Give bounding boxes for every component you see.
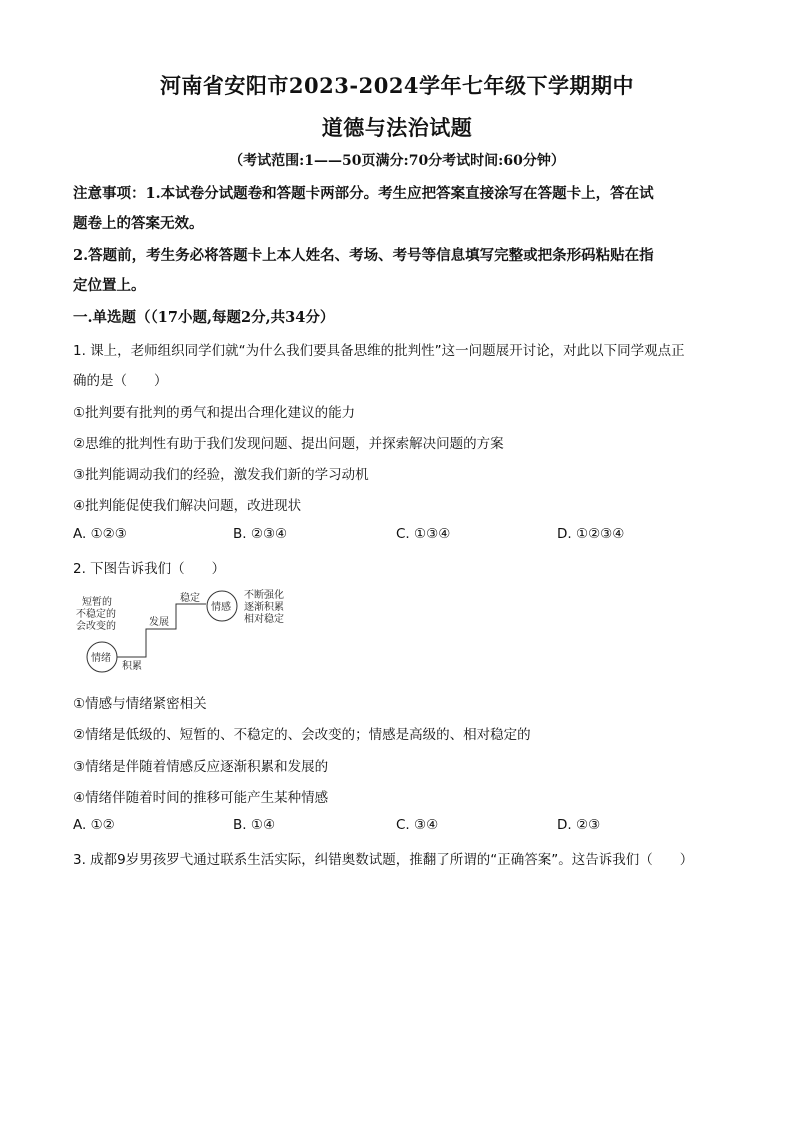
diagram-left-note-1: 短暂的 bbox=[82, 597, 112, 608]
q1-statement-1: ①批判要有批判的勇气和提出合理化建议的能力 bbox=[73, 405, 356, 421]
q2-option-b: B. ①④ bbox=[233, 817, 276, 833]
q1-statement-3: ③批判能调动我们的经验，激发我们新的学习动机 bbox=[73, 467, 369, 483]
exam-title: 河南省安阳市2023-2024学年七年级下学期期中 bbox=[159, 73, 635, 98]
q1-option-a: A. ①②③ bbox=[73, 526, 127, 542]
q2-statement-2: ②情绪是低级的、短暂的、不稳定的、会改变的；情感是高级的、相对稳定的 bbox=[73, 727, 531, 743]
section-heading: 一.单选题（（17小题,每题2分,共34分） bbox=[73, 309, 335, 326]
q1-stem-line-1: 1. 课上，老师组织同学们就“为什么我们要具备思维的批判性”这一问题展开讨论，对此以下同学观点正 bbox=[73, 343, 685, 359]
q2-option-d: D. ②③ bbox=[557, 817, 601, 833]
q2-option-a: A. ①② bbox=[73, 817, 115, 833]
diagram-step-stable: 稳定 bbox=[180, 593, 200, 604]
diagram-left-note-3: 会改变的 bbox=[76, 621, 116, 632]
notice-line-3: 2.答题前，考生务必将答题卡上本人姓名、考场、考号等信息填写完整或把条形码粘贴在指 bbox=[73, 247, 654, 264]
diagram-step-accumulate: 积累 bbox=[122, 661, 142, 672]
diagram-feeling-label: 情感 bbox=[211, 602, 231, 613]
q1-option-b: B. ②③④ bbox=[233, 526, 288, 542]
diagram-left-note-2: 不稳定的 bbox=[76, 609, 116, 620]
notice-line-4: 定位置上。 bbox=[73, 277, 146, 294]
notice-line-2: 题卷上的答案无效。 bbox=[73, 215, 204, 232]
diagram-right-note-2: 逐渐积累 bbox=[244, 602, 284, 613]
diagram-step-develop: 发展 bbox=[149, 617, 169, 628]
q2-option-c: C. ③④ bbox=[396, 817, 439, 833]
diagram-right-note-3: 相对稳定 bbox=[244, 614, 284, 625]
q1-statement-4: ④批判能促使我们解决问题，改进现状 bbox=[73, 498, 302, 514]
q1-option-d: D. ①②③④ bbox=[557, 526, 625, 542]
q3-stem: 3. 成都9岁男孩罗弋通过联系生活实际，纠错奥数试题，推翻了所谓的“正确答案”。这告诉我们（ ） bbox=[73, 852, 694, 868]
exam-info: （考试范围:1——50页满分:70分考试时间:60分钟） bbox=[229, 153, 565, 169]
emotion-feeling-diagram bbox=[72, 584, 312, 680]
q1-option-c: C. ①③④ bbox=[396, 526, 451, 542]
diagram-right-note-1: 不断强化 bbox=[244, 590, 284, 601]
notice-line-1: 注意事项：1.本试卷分试题卷和答题卡两部分。考生应把答案直接涂写在答题卡上，答在试 bbox=[73, 185, 654, 202]
q2-stem: 2. 下图告诉我们（ ） bbox=[73, 561, 226, 577]
q1-stem-line-2: 确的是（ ） bbox=[73, 373, 168, 389]
diagram-emotion-label: 情绪 bbox=[91, 653, 111, 664]
q2-statement-1: ①情感与情绪紧密相关 bbox=[73, 696, 207, 712]
q2-statement-3: ③情绪是伴随着情感反应逐渐积累和发展的 bbox=[73, 759, 329, 775]
q2-statement-4: ④情绪伴随着时间的推移可能产生某种情感 bbox=[73, 790, 329, 806]
diagram-stairs bbox=[117, 604, 206, 657]
q1-statement-2: ②思维的批判性有助于我们发现问题、提出问题，并探索解决问题的方案 bbox=[73, 436, 504, 452]
exam-subject-title: 道德与法治试题 bbox=[321, 115, 473, 140]
